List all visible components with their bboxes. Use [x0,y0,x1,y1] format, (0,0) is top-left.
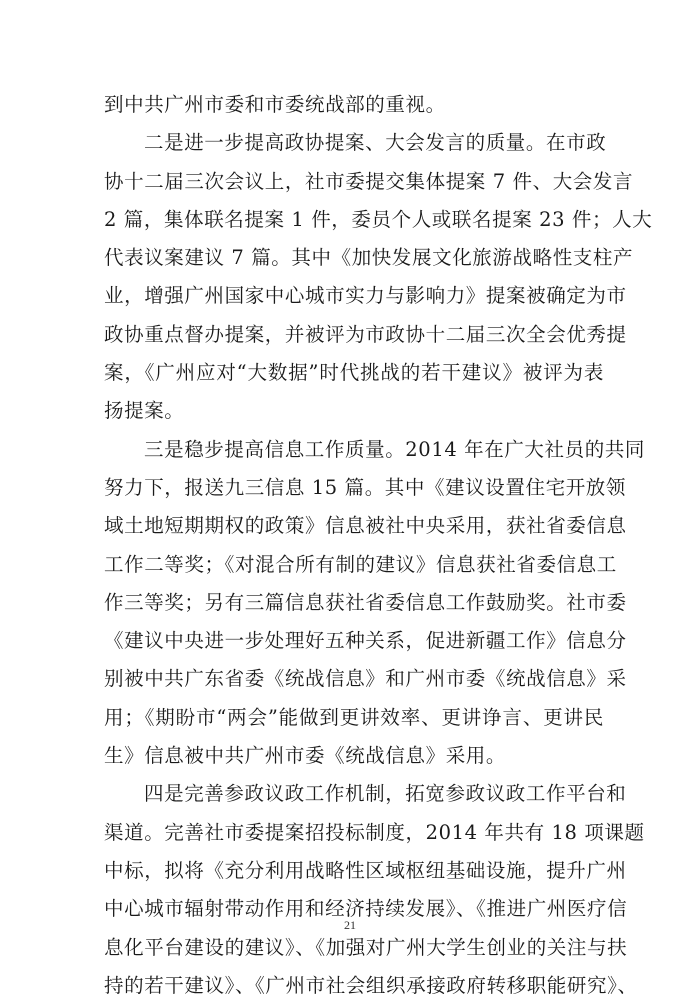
text-line: 扬提案。 [104,399,185,423]
text-line: 用；《期盼市“两会”能做到更讲效率、更讲诤言、更讲民 [104,705,604,729]
text-line: 持的若干建议》、《广州市社会组织承接政府转移职能研究》、 [104,973,638,997]
text-line: 工作二等奖；《对混合所有制的建议》信息获社省委信息工 [104,552,617,576]
text-line: 2 篇，集体联名提案 1 件，委员个人或联名提案 23 件；人大 [104,207,653,231]
paragraph-start-line: 四是完善参政议政工作机制，拓宽参政议政工作平台和 [144,782,627,806]
text-line: 协十二届三次会议上，社市委提交集体提案 7 件、大会发言 [104,169,634,193]
text-line: 政协重点督办提案，并被评为市政协十二届三次全会优秀提 [104,322,627,346]
text-line: 中标，拟将《充分利用战略性区域枢纽基础设施，提升广州 [104,858,627,882]
text-line: 生》信息被中共广州市委《统战信息》采用。 [104,744,507,768]
text-line: 渠道。完善社市委提案招投标制度，2014 年共有 18 项课题 [104,820,645,844]
text-line: 别被中共广东省委《统战信息》和广州市委《统战信息》采 [104,667,627,691]
text-line: 案，《广州应对“大数据”时代挑战的若干建议》被评为表 [104,361,604,385]
text-line: 域土地短期期权的政策》信息被社中央采用，获社省委信息 [104,514,627,538]
text-line: 业，增强广州国家中心城市实力与影响力》提案被确定为市 [104,284,627,308]
text-line: 中心城市辐射带动作用和经济持续发展》、《推进广州医疗信 [104,897,628,921]
text-line: 代表议案建议 7 篇。其中《加快发展文化旅游战略性支柱产 [104,246,634,270]
text-line: 努力下，报送九三信息 15 篇。其中《建议设置住宅开放领 [104,475,627,499]
text-line: 息化平台建设的建议》、《加强对广州大学生创业的关注与扶 [104,935,628,959]
page-number: 21 [344,918,356,932]
paragraph-start-line: 三是稳步提高信息工作质量。2014 年在广大社员的共同 [144,437,646,461]
paragraph-start-line: 二是进一步提高政协提案、大会发言的质量。在市政 [144,131,607,155]
body-text [104,86,653,1005]
text-line: 作三等奖；另有三篇信息获社省委信息工作鼓励奖。社市委 [104,590,627,614]
text-line: 《建议中央进一步处理好五种关系，促进新疆工作》信息分 [104,629,627,653]
text-line: 到中共广州市委和市委统战部的重视。 [104,93,446,116]
